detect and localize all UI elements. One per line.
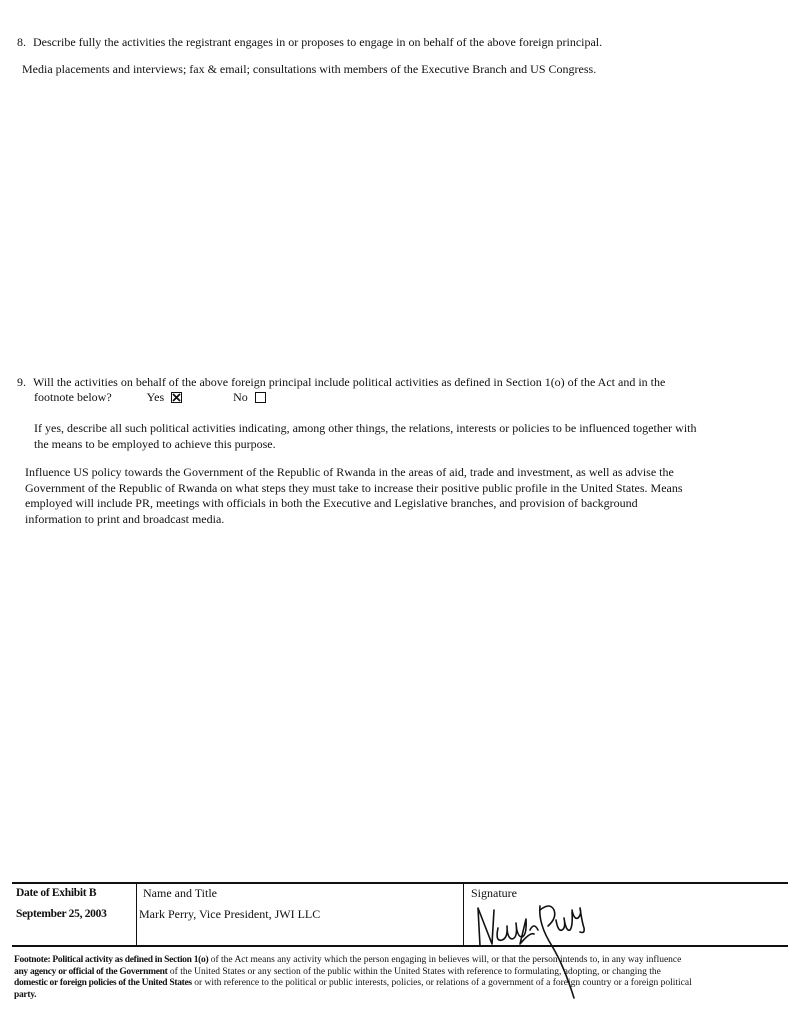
answer-line-1: Influence US policy towards the Government of the Republic of Rwanda in the areas of aid, trade and investment, as well as advise the — [25, 465, 674, 479]
footnote-line-4: party. — [14, 989, 37, 1000]
yes-label: Yes — [146, 390, 165, 404]
footnote-line-2: any agency or official of the Government of the United States or any section of the public within the United States with reference to formulating, adopting, or changing the — [14, 966, 661, 977]
question-9-instruction — [34, 421, 794, 451]
signature-label: Signature — [471, 886, 517, 900]
table-bottom-border — [12, 945, 788, 947]
date-label: Date of Exhibit B — [16, 887, 97, 899]
question-8-answer: Media placements and interviews; fax & email; consultations with members of the Executive Branch and US Congress. — [22, 62, 597, 76]
no-checkbox[interactable] — [255, 392, 266, 403]
table-divider-1 — [136, 882, 137, 946]
question-8-number: 8. — [17, 35, 26, 49]
question-9-text-line2: footnote below? — [34, 390, 112, 404]
footnote — [14, 955, 790, 1001]
question-8 — [17, 35, 787, 49]
checkbox-x-icon — [172, 393, 181, 402]
table-divider-2 — [463, 882, 464, 946]
answer-line-3: employed will include PR, meetings with officials in both the Executive and Legislative branches, and provision of background — [25, 496, 638, 510]
footnote-line-1: Footnote: Political activity as defined in Section 1(o) of the Act means any activity which the person engaging in believes will, or that the person intends to, in any way influence — [14, 955, 682, 965]
table-top-border — [12, 882, 788, 884]
question-9 — [17, 375, 787, 389]
question-9-answer — [25, 465, 795, 527]
date-value: September 25, 2003 — [16, 908, 107, 920]
instruction-line-2: the means to be employed to achieve this purpose. — [34, 437, 276, 451]
name-label: Name and Title — [143, 886, 217, 900]
instruction-line-1: If yes, describe all such political activities indicating, among other things, the relations, interests or policies to be influenced together with — [34, 421, 697, 435]
no-label: No — [233, 390, 248, 404]
question-9-text-line1: Will the activities on behalf of the above foreign principal include political activities as defined in Section 1(o) of the Act and in the — [33, 375, 666, 389]
question-8-text: Describe fully the activities the registrant engages in or proposes to engage in on behalf of the above foreign principal. — [33, 35, 603, 49]
name-value: Mark Perry, Vice President, JWI LLC — [139, 907, 321, 921]
question-9-number: 9. — [17, 375, 26, 389]
yes-checkbox[interactable] — [171, 392, 182, 403]
question-9-line2 — [34, 390, 434, 404]
footnote-line-3: domestic or foreign policies of the United States or with reference to the political or public interests, policies, or relations of a government of a foreign country or a foreign political — [14, 978, 692, 988]
answer-line-2: Government of the Republic of Rwanda on what steps they must take to increase their positive public profile in the United States. Means — [25, 480, 683, 495]
answer-line-4: information to print and broadcast media. — [25, 511, 225, 526]
